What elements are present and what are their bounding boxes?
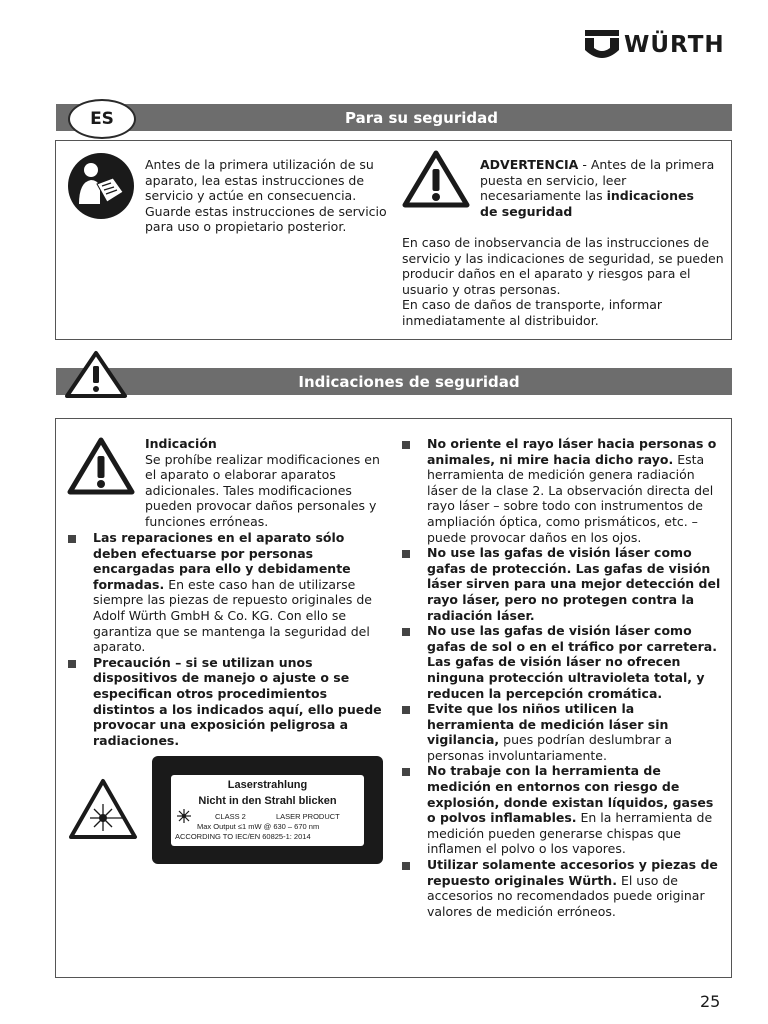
laser-label	[171, 775, 364, 846]
laser-label-line1: Laserstrahlung	[227, 779, 308, 791]
bullet-square-icon	[402, 706, 410, 714]
laser-starburst-icon	[177, 809, 191, 823]
warning-triangle-icon	[402, 150, 470, 208]
warning-bold: indicaciones de seguridad	[480, 188, 694, 219]
list-item: No use las gafas de visión láser como gafas de protección. Las gafas de visión láser sirven para una mejor detección del rayo láser, pero no protegen contra la radiación láser.	[402, 545, 722, 623]
list-item: Utilizar solamente accesorios y piezas de repuesto originales Würth. El uso de accesorios no recomendados puede originar valores de medición erróneos.	[402, 857, 722, 919]
wurth-logo	[585, 30, 735, 62]
list-item: No use las gafas de visión láser como gafas de sol o en el tráfico por carretera. Las gafas de visión láser no ofrecen ninguna protección ultravioleta total, y reducen la percepción cromática.	[402, 623, 722, 701]
right-bullet-list	[402, 436, 722, 919]
note-heading: Indicación	[145, 436, 217, 451]
paragraph-transport: En caso de daños de transporte, informar inmediatamente al distribuidor.	[402, 297, 663, 328]
note-text: Se prohíbe realizar modificaciones en el aparato o elaborar aparatos adicionales. Tales modificaciones pueden provocar daños personales y funciones erróneas.	[145, 451, 380, 529]
warning-body: - Antes de la primera puesta en servicio, leer necesariamente las	[480, 157, 715, 204]
section-bar-safety	[56, 104, 732, 131]
section-title: Para su seguridad	[345, 108, 498, 127]
warning-heading: ADVERTENCIA	[480, 157, 579, 172]
bullet-square-icon	[402, 862, 410, 870]
laser-warning-icon	[68, 778, 138, 840]
manual-instruction-text: Antes de la primera utilización de su aparato, lea estas instrucciones de servicio y actúe en consecuencia. Guarde estas instrucciones de servicio para uso o propietario posterior.	[145, 157, 387, 235]
laser-class: CLASS 2	[215, 812, 246, 821]
bullet-square-icon	[68, 660, 76, 668]
laser-output: Max Output ≤1 mW @ 630 – 670 nm	[197, 822, 320, 831]
bullet-square-icon	[68, 535, 76, 543]
inobservance-text	[402, 235, 724, 329]
warning-text	[480, 157, 715, 219]
laser-label-line2: Nicht in den Strahl blicken	[198, 795, 337, 807]
laser-standard: ACCORDING TO IEC/EN 60825-1: 2014	[175, 832, 311, 841]
read-manual-icon	[67, 152, 135, 220]
left-bullet-list	[68, 530, 386, 748]
warning-triangle-small-icon	[64, 350, 128, 398]
list-item: No trabaje con la herramienta de medición en entornos con riesgo de explosión, donde existan líquidos, gases o polvos inflamables. En la herramienta de medición pueden generarse chispas que inflamen el polvo o los vapores.	[402, 763, 722, 857]
note-warning-icon	[67, 437, 135, 495]
list-item: No oriente el rayo láser hacia personas o animales, ni mire hacia dicho rayo. Esta herramienta de medición genera radiación láser de la clase 2. La observación directa del rayo láser – sobre todo con instrumentos de ampliación óptica, como prismáticos, etc. – puede provocar daños en los ojos.	[402, 436, 722, 545]
bullet-square-icon	[402, 441, 410, 449]
list-item: Evite que los niños utilicen la herramienta de medición láser sin vigilancia, pues podrían deslumbrar a personas involuntariamente.	[402, 701, 722, 763]
section-bar-instructions	[56, 368, 732, 395]
bullet-square-icon	[402, 550, 410, 558]
wurth-logo-mark-icon	[585, 30, 619, 62]
list-item: Las reparaciones en el aparato sólo deben efectuarse por personas encargadas para ello y debidamente formadas. En este caso han de utilizarse siempre las piezas de repuesto originales de Adolf Würth GmbH & Co. KG. Con ello se garantiza que se mantenga la seguridad del aparato.	[68, 530, 386, 655]
language-badge: ES	[68, 99, 136, 139]
list-item: Precaución – si se utilizan unos dispositivos de manejo o ajuste o se especifican otros procedimientos distintos a los indicados aquí, ello puede provocar una exposición peligrosa a radiaciones.	[68, 655, 386, 749]
page-number: 25	[700, 992, 721, 1011]
brand-name: WÜRTH	[624, 32, 725, 58]
note-block	[145, 436, 385, 530]
section-title-2: Indicaciones de seguridad	[298, 372, 520, 391]
paragraph-inobservance: En caso de inobservancia de las instrucciones de servicio y las indicaciones de seguridad, se pueden producir daños en el aparato y riesgos para el usuario y otras personas.	[402, 235, 724, 297]
bullet-square-icon	[402, 628, 410, 636]
bullet-square-icon	[402, 768, 410, 776]
laser-product: LASER PRODUCT	[276, 812, 340, 821]
